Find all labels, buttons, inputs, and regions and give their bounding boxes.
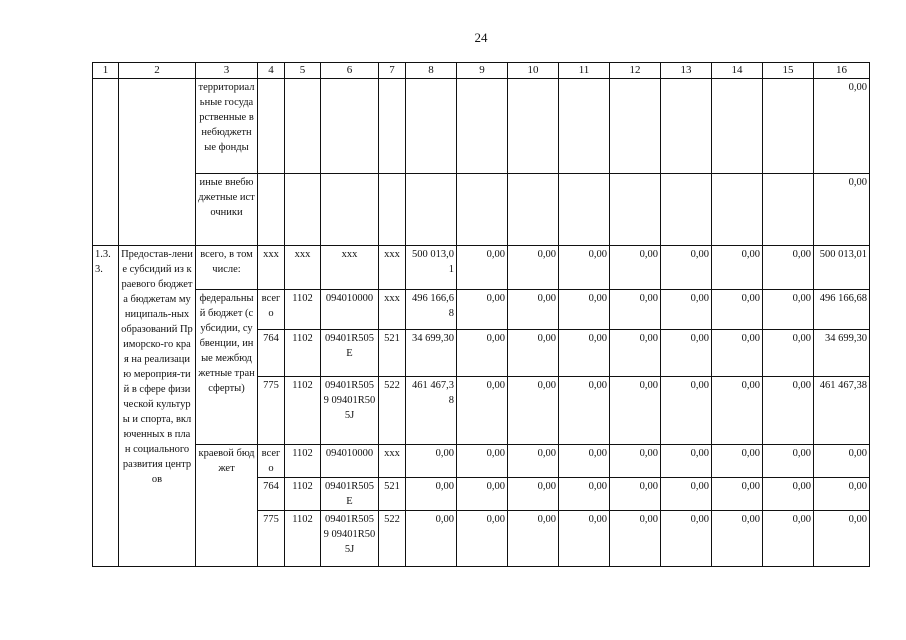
amount-cell: 0,00 <box>457 478 508 511</box>
table-row <box>93 445 870 478</box>
amount-cell: 0,00 <box>814 511 870 567</box>
code-cell: всего <box>258 445 285 478</box>
amount-cell: 0,00 <box>457 445 508 478</box>
code-cell: 1102 <box>285 330 321 377</box>
amount-cell: 500 013,01 <box>406 246 457 290</box>
header-cell: 6 <box>321 63 379 79</box>
amount-cell: 0,00 <box>559 246 610 290</box>
header-cell: 3 <box>196 63 258 79</box>
code-cell: 1102 <box>285 445 321 478</box>
amount-cell: 0,00 <box>457 330 508 377</box>
amount-cell: 0,00 <box>559 330 610 377</box>
amount-cell: 496 166,68 <box>814 290 870 330</box>
table-row <box>93 246 870 290</box>
table-row <box>93 79 870 174</box>
amount-cell: 0,00 <box>610 246 661 290</box>
code-cell: 775 <box>258 377 285 445</box>
header-cell: 5 <box>285 63 321 79</box>
header-cell: 16 <box>814 63 870 79</box>
empty-cell <box>93 79 119 246</box>
table-row <box>93 174 870 246</box>
header-cell: 4 <box>258 63 285 79</box>
code-cell: xxx <box>321 246 379 290</box>
header-cell: 14 <box>712 63 763 79</box>
amount-cell: 461 467,38 <box>406 377 457 445</box>
amount-cell: 0,00 <box>508 445 559 478</box>
page-number: 24 <box>474 30 488 45</box>
funding-source-label: всего, в том числе: <box>196 246 258 290</box>
amount-cell: 0,00 <box>763 330 814 377</box>
code-cell: всего <box>258 290 285 330</box>
amount-cell: 0,00 <box>712 330 763 377</box>
amount-cell: 34 699,30 <box>814 330 870 377</box>
empty-cell <box>119 79 196 246</box>
code-cell: 09401R505E <box>321 330 379 377</box>
funding-source-label: краевой бюджет <box>196 445 258 567</box>
funding-source-label: территориальные государственные внебюджетные фонды <box>196 79 258 174</box>
code-cell: 764 <box>258 330 285 377</box>
amount-cell: 0,00 <box>406 478 457 511</box>
amount-cell: 0,00 <box>712 246 763 290</box>
amount-cell: 0,00 <box>661 246 712 290</box>
amount-cell: 0,00 <box>559 478 610 511</box>
amount-cell: 0,00 <box>559 445 610 478</box>
amount-cell: 0,00 <box>814 445 870 478</box>
amount-cell: 500 013,01 <box>814 246 870 290</box>
header-cell: 2 <box>119 63 196 79</box>
amount-cell: 0,00 <box>814 478 870 511</box>
header-cell: 7 <box>379 63 406 79</box>
amount-cell: 0,00 <box>610 478 661 511</box>
amount-cell: 0,00 <box>763 511 814 567</box>
code-cell: 521 <box>379 330 406 377</box>
code-cell: xxx <box>258 246 285 290</box>
amount-cell: 0,00 <box>712 478 763 511</box>
header-cell: 9 <box>457 63 508 79</box>
amount-cell: 0,00 <box>610 511 661 567</box>
amount-cell: 0,00 <box>661 445 712 478</box>
header-cell: 11 <box>559 63 610 79</box>
code-cell: 094010000 <box>321 290 379 330</box>
code-cell: xxx <box>379 290 406 330</box>
item-number: 1.3.3. <box>93 246 119 567</box>
amount-cell: 0,00 <box>610 377 661 445</box>
header-cell: 15 <box>763 63 814 79</box>
header-row <box>93 63 870 79</box>
amount-cell: 0,00 <box>610 330 661 377</box>
item-description: Предостав-ление субсидий из краевого бюджета бюджетам муниципаль-ных образований Приморско-го края на реализацию мероприя-тий в сфере физической культуры и спорта, включенных в план социального развития центров <box>119 246 196 567</box>
amount-cell: 0,00 <box>661 478 712 511</box>
amount-cell: 0,00 <box>559 511 610 567</box>
funding-source-label: федеральный бюджет (субсидии, субвенции, иные межбюджетные трансферты) <box>196 290 258 445</box>
amount-cell: 0,00 <box>763 445 814 478</box>
amount-cell: 461 467,38 <box>814 377 870 445</box>
code-cell: 09401R5059 09401R505J <box>321 511 379 567</box>
code-cell: 522 <box>379 511 406 567</box>
amount-cell: 0,00 <box>508 511 559 567</box>
code-cell: 764 <box>258 478 285 511</box>
header-cell: 13 <box>661 63 712 79</box>
amount-cell: 0,00 <box>712 511 763 567</box>
budget-table <box>92 62 870 567</box>
amount-cell: 0,00 <box>712 290 763 330</box>
amount-cell: 0,00 <box>457 246 508 290</box>
amount-cell: 0,00 <box>406 511 457 567</box>
amount-cell: 0,00 <box>457 377 508 445</box>
amount-cell: 0,00 <box>508 377 559 445</box>
code-cell: 1102 <box>285 511 321 567</box>
amount-cell: 0,00 <box>661 290 712 330</box>
funding-source-label: иные внебюджетные источники <box>196 174 258 246</box>
amount-cell: 0,00 <box>763 478 814 511</box>
amount-cell: 0,00 <box>457 511 508 567</box>
code-cell: 1102 <box>285 377 321 445</box>
amount-cell: 0,00 <box>814 174 870 246</box>
code-cell: 094010000 <box>321 445 379 478</box>
amount-cell: 0,00 <box>559 377 610 445</box>
amount-cell: 0,00 <box>457 290 508 330</box>
amount-cell: 0,00 <box>610 290 661 330</box>
code-cell: 09401R505E <box>321 478 379 511</box>
amount-cell: 0,00 <box>508 246 559 290</box>
code-cell: xxx <box>285 246 321 290</box>
amount-cell: 0,00 <box>712 377 763 445</box>
code-cell: xxx <box>379 246 406 290</box>
amount-cell: 0,00 <box>814 79 870 174</box>
header-cell: 12 <box>610 63 661 79</box>
code-cell: xxx <box>379 445 406 478</box>
table-row <box>93 290 870 330</box>
amount-cell: 0,00 <box>406 445 457 478</box>
amount-cell: 34 699,30 <box>406 330 457 377</box>
code-cell: 1102 <box>285 290 321 330</box>
header-cell: 8 <box>406 63 457 79</box>
code-cell: 522 <box>379 377 406 445</box>
amount-cell: 496 166,68 <box>406 290 457 330</box>
amount-cell: 0,00 <box>661 330 712 377</box>
amount-cell: 0,00 <box>610 445 661 478</box>
amount-cell: 0,00 <box>508 330 559 377</box>
amount-cell: 0,00 <box>661 511 712 567</box>
amount-cell: 0,00 <box>559 290 610 330</box>
code-cell: 1102 <box>285 478 321 511</box>
amount-cell: 0,00 <box>508 290 559 330</box>
amount-cell: 0,00 <box>763 377 814 445</box>
code-cell: 521 <box>379 478 406 511</box>
header-cell: 1 <box>93 63 119 79</box>
amount-cell: 0,00 <box>508 478 559 511</box>
amount-cell: 0,00 <box>712 445 763 478</box>
header-cell: 10 <box>508 63 559 79</box>
amount-cell: 0,00 <box>763 246 814 290</box>
amount-cell: 0,00 <box>763 290 814 330</box>
amount-cell: 0,00 <box>661 377 712 445</box>
code-cell: 09401R5059 09401R505J <box>321 377 379 445</box>
code-cell: 775 <box>258 511 285 567</box>
